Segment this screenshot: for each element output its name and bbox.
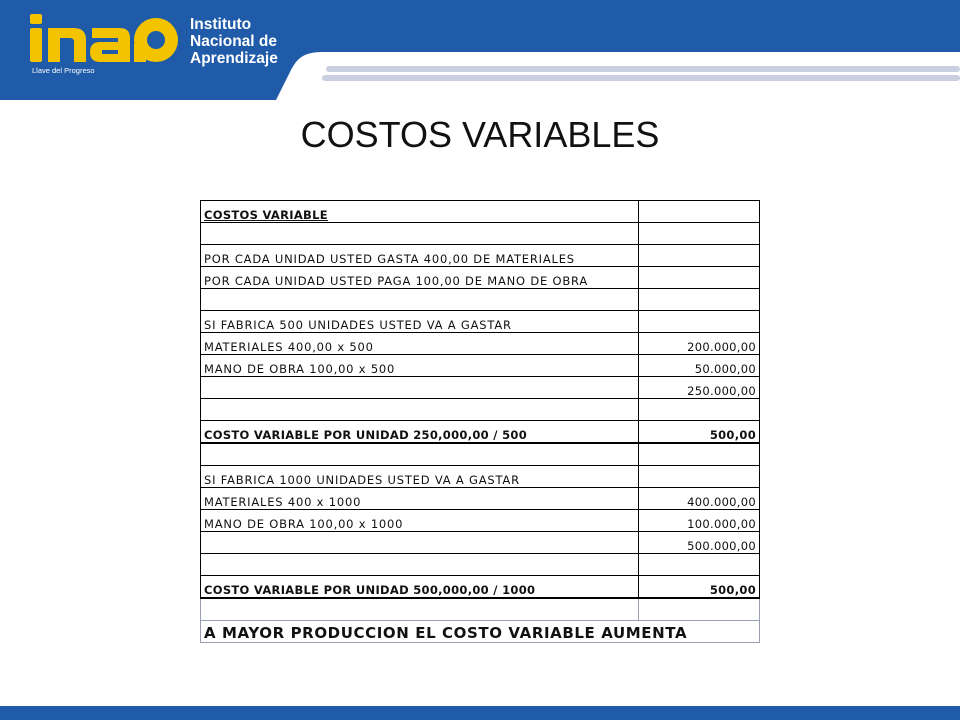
table-row (201, 355, 760, 377)
table-row (201, 421, 760, 444)
row-amount (638, 399, 759, 421)
row-description: POR CADA UNIDAD USTED PAGA 100,00 DE MANO DE OBRA (201, 267, 639, 289)
table-row (201, 311, 760, 333)
header-band (0, 0, 960, 100)
footer-band (0, 706, 960, 720)
table-row (201, 598, 760, 621)
table-row (201, 245, 760, 267)
row-description: COSTO VARIABLE POR UNIDAD 250,000,00 / 500 (201, 421, 639, 444)
table-row (201, 289, 760, 311)
table-row (201, 510, 760, 532)
table-row (201, 399, 760, 421)
ina-brand-name (190, 16, 278, 67)
brand-line-1: Instituto (190, 16, 252, 33)
brand-line-3: Aprendizaje (190, 50, 278, 67)
row-amount (638, 223, 759, 245)
cost-table-body (201, 201, 760, 643)
row-description (201, 223, 639, 245)
table-row (201, 223, 760, 245)
row-amount (638, 245, 759, 267)
table-row (201, 576, 760, 599)
row-amount: 100.000,00 (638, 510, 759, 532)
table-row (201, 201, 760, 223)
slide-title: COSTOS VARIABLES (300, 114, 660, 155)
row-amount: 50.000,00 (638, 355, 759, 377)
row-description: SI FABRICA 1000 UNIDADES USTED VA A GASTAR (201, 466, 639, 488)
row-amount: 250.000,00 (638, 377, 759, 399)
row-description (201, 399, 639, 421)
row-amount (638, 267, 759, 289)
row-description (201, 598, 639, 621)
row-description: POR CADA UNIDAD USTED GASTA 400,00 DE MATERIALES (201, 245, 639, 267)
row-description (201, 443, 639, 466)
table-row (201, 267, 760, 289)
table-row (201, 554, 760, 576)
row-description (201, 377, 639, 399)
row-amount: 500,00 (638, 421, 759, 444)
row-amount (638, 201, 759, 223)
row-description: COSTOS VARIABLE (201, 201, 639, 223)
table-row (201, 333, 760, 355)
row-description: MANO DE OBRA 100,00 x 1000 (201, 510, 639, 532)
ina-tagline: Llave del Progreso (32, 66, 95, 75)
row-amount (638, 598, 759, 621)
row-amount (638, 466, 759, 488)
row-description (201, 289, 639, 311)
table-row (201, 532, 760, 554)
row-description: MATERIALES 400 x 1000 (201, 488, 639, 510)
row-amount (638, 311, 759, 333)
table-row (201, 377, 760, 399)
table-row (201, 443, 760, 466)
row-description: MANO DE OBRA 100,00 x 500 (201, 355, 639, 377)
row-amount: 200.000,00 (638, 333, 759, 355)
table-row (201, 466, 760, 488)
conclusion-text: A MAYOR PRODUCCION EL COSTO VARIABLE AUMENTA (201, 621, 760, 643)
row-amount: 500,00 (638, 576, 759, 599)
row-amount (638, 554, 759, 576)
table-row (201, 488, 760, 510)
row-description: SI FABRICA 500 UNIDADES USTED VA A GASTAR (201, 311, 639, 333)
brand-line-2: Nacional de (190, 33, 277, 50)
ina-logo[interactable] (30, 14, 278, 78)
row-description: MATERIALES 400,00 x 500 (201, 333, 639, 355)
variable-cost-table (200, 200, 760, 643)
row-amount: 400.000,00 (638, 488, 759, 510)
row-description (201, 554, 639, 576)
row-description: COSTO VARIABLE POR UNIDAD 500,000,00 / 1000 (201, 576, 639, 599)
row-amount: 500.000,00 (638, 532, 759, 554)
row-amount (638, 443, 759, 466)
row-amount (638, 289, 759, 311)
row-description (201, 532, 639, 554)
ina-logo-mark (30, 14, 182, 66)
conclusion-row (201, 621, 760, 643)
